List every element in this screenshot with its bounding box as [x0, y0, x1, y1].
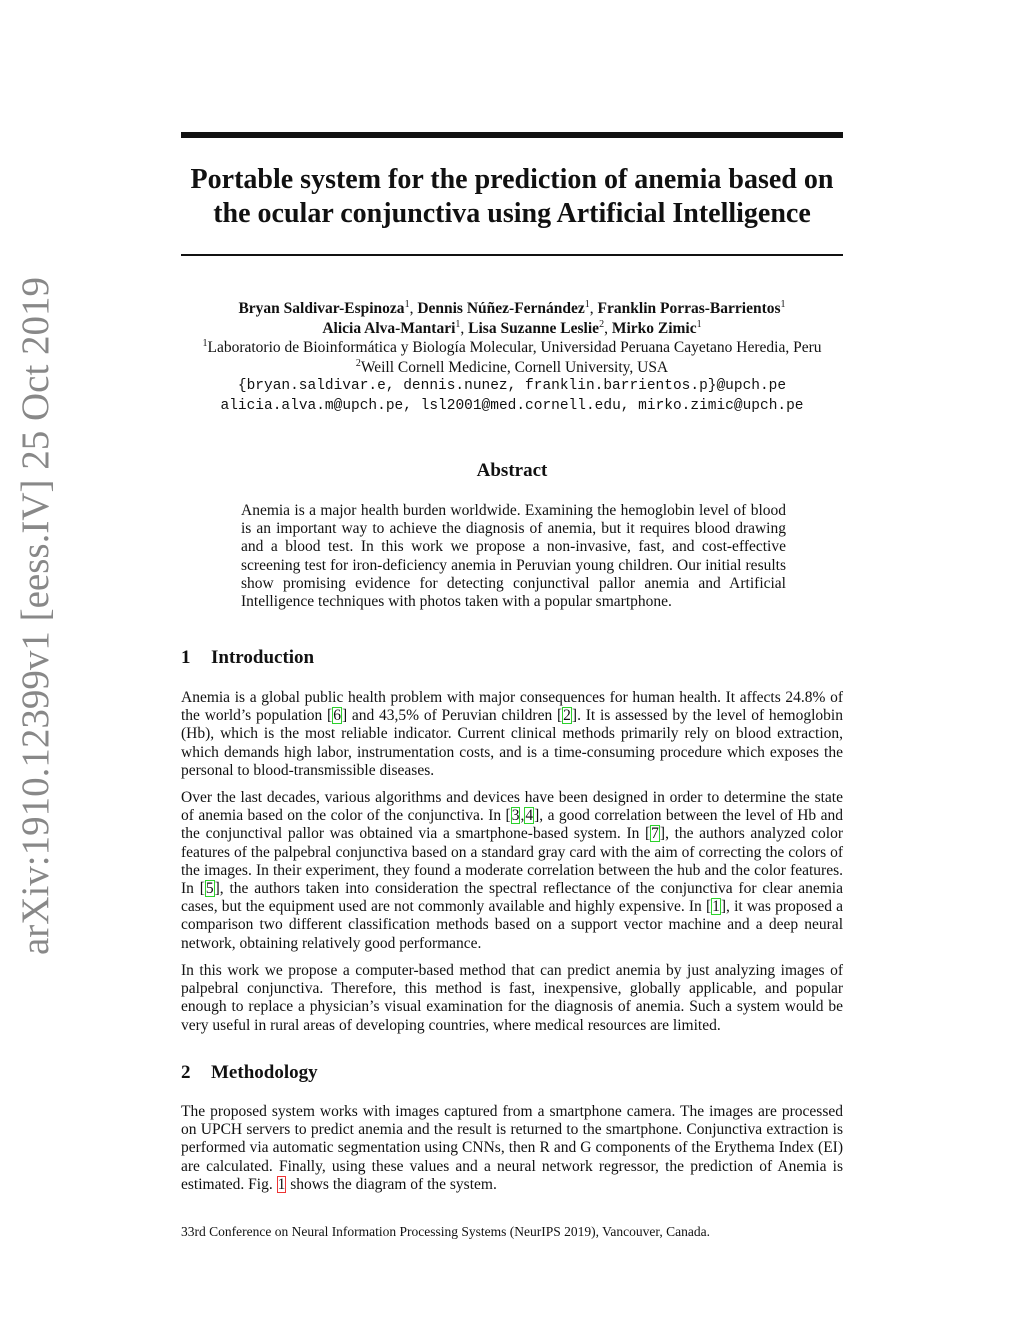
affil-mark: 1 [780, 299, 786, 310]
author-block [150, 299, 874, 416]
citation-link[interactable]: 4 [525, 807, 534, 825]
affiliation-2 [150, 358, 874, 378]
text: shows the diagram of the system. [286, 1175, 497, 1193]
figure-link[interactable]: 1 [277, 1175, 286, 1193]
author-line-2: Alicia Alva-Mantari$^1$, Lisa Suzanne Leslie$^2$, Mirko Zimic$^1$ [322, 318, 702, 337]
text: ], the authors taken into consideration the spectral reflectance of the conjunctiva for clear anemia cases, but the equipment used are not commonly available and highly expensive. In [ [181, 880, 843, 916]
author-name: Dennis Núñez-Fernández [417, 300, 585, 317]
text: ]. It is assessed by the level of hemoglobin (Hb), which is the most reliable indicator. Current clinical methods primarily rely on blood extraction, which demands high labor, instrumentation costs, and is a time-consuming procedure which exposes the personal to blood-transmissible diseases. [181, 707, 843, 779]
email-line-1[interactable]: {bryan.saldivar.e, dennis.nunez, franklin.barrientos.p}@upch.pe [237, 378, 787, 394]
affil-mark: 2 [355, 357, 361, 369]
title-line-2: the ocular conjunctiva using Artificial Intelligence [213, 198, 811, 229]
section-heading-introduction [181, 647, 314, 669]
citation-link[interactable]: 6 [333, 707, 341, 725]
affiliation-text: Laboratorio de Bioinformática y Biología Molecular, Universidad Peruana Cayetano Heredia, Peru [207, 339, 822, 356]
citation-link[interactable]: 1 [712, 898, 720, 916]
citation-link[interactable]: 5 [205, 880, 214, 898]
abstract-heading: Abstract [476, 460, 548, 481]
title-line-1: Portable system for the prediction of anemia based on [190, 164, 834, 195]
text: ] and 43,5% of Peruvian children [ [341, 707, 563, 725]
conference-footer: 33rd Conference on Neural Information Processing Systems (NeurIPS 2019), Vancouver, Canada. [181, 1224, 710, 1239]
email-line-2[interactable]: alicia.alva.m@upch.pe, lsl2001@med.cornell.edu, mirko.zimic@upch.pe [220, 397, 804, 414]
methodology-paragraph [181, 1103, 843, 1194]
author-name: Franklin Porras-Barrientos [597, 300, 781, 317]
section-number: 1 [181, 647, 191, 668]
title-rule-top [181, 132, 843, 138]
author-line-1: Bryan Saldivar-Espinoza$^1$, Dennis Núñez-Fernández$^1$, Franklin Porras-Barrientos$^1$ [238, 299, 786, 317]
intro-paragraph-1 [181, 689, 843, 780]
text: ], it was proposed a comparison two different classification methods based on a support vector machine and a deep neural network, obtaining relatively good performance. [181, 898, 843, 952]
title-rule-bottom [181, 254, 843, 256]
text: The proposed system works with images captured from a smartphone camera. The images are processed on UPCH servers to predict anemia and the result is returned to the smartphone. Conjunctiva extraction is performed via automatic segmentation using CNNs, then R and G components of the Erythema Index (EI) are calculated. Finally, using these values and a neural network regressor, the prediction of Anemia is estimated. Fig. [181, 1103, 843, 1193]
author-name: Lisa Suzanne Leslie [468, 319, 600, 337]
citation-link[interactable]: 3 [511, 807, 520, 825]
affil-mark: 1 [202, 338, 208, 349]
citation-link[interactable]: 7 [651, 825, 659, 843]
section-number: 2 [181, 1062, 191, 1083]
affil-mark: 1 [696, 318, 702, 330]
text: Over the last decades, various algorithms and devices have been designed in order to determine the state of anemia based on the color of the conjunctiva. In [ [181, 789, 843, 825]
text: ], a good correlation between the level of Hb and the conjunctival pallor was obtained via a smartphone-based system. In [ [181, 807, 844, 843]
author-name: Bryan Saldivar-Espinoza [238, 300, 405, 317]
section-title: Introduction [211, 647, 315, 668]
affil-mark: 1 [455, 318, 461, 330]
section-title: Methodology [211, 1062, 318, 1083]
text: ], the authors analyzed color features of the palpebral conjunctiva based on a standard gray card with the aim of correcting the colors of the images. In their experiment, they found a moderate correlation between the hub and the color features. In [ [181, 825, 843, 898]
author-name: Alicia Alva-Mantari [322, 319, 456, 337]
abstract-text: Anemia is a major health burden worldwide. Examining the hemoglobin level of blood is an important way to achieve the diagnosis of anemia, but it requires blood drawing and a blood test. In this work we propose a non-invasive, fast, and cost-effective screening test for iron-deficiency anemia in Peruvian young children. Our initial results show promising evidence for detecting conjunctival pallor anemia and Artificial Intelligence techniques with photos taken with a popular smartphone. [241, 502, 786, 611]
affiliation-1 [150, 338, 874, 358]
citation-link[interactable]: 2 [563, 707, 571, 725]
intro-paragraph-3: In this work we propose a computer-based method that can predict anemia by just analyzing images of palpebral conjunctiva. Therefore, this method is fast, inexpensive, globally applicable, and popular enough to replace a physician’s visual examination for the diagnosis of anemia. Such a system would be very useful in rural areas of developing countries, where medical resources are limited. [181, 962, 843, 1034]
affil-mark: 2 [599, 318, 605, 330]
author-name: Mirko Zimic [611, 319, 697, 337]
affiliation-text: Weill Cornell Medicine, Cornell University, USA [360, 358, 669, 376]
text: , [520, 807, 525, 825]
text: Anemia is a global public health problem with major consequences for human health. It affects 24.8% of the world’s population [ [181, 689, 843, 725]
arxiv-stamp: arXiv:1910.12399v1 [eess.IV] 25 Oct 2019 [14, 276, 57, 955]
paper-title [150, 163, 874, 231]
affil-mark: 1 [584, 299, 590, 310]
section-heading-methodology [181, 1062, 318, 1084]
intro-paragraph-2 [181, 789, 843, 953]
affil-mark: 1 [404, 299, 410, 310]
